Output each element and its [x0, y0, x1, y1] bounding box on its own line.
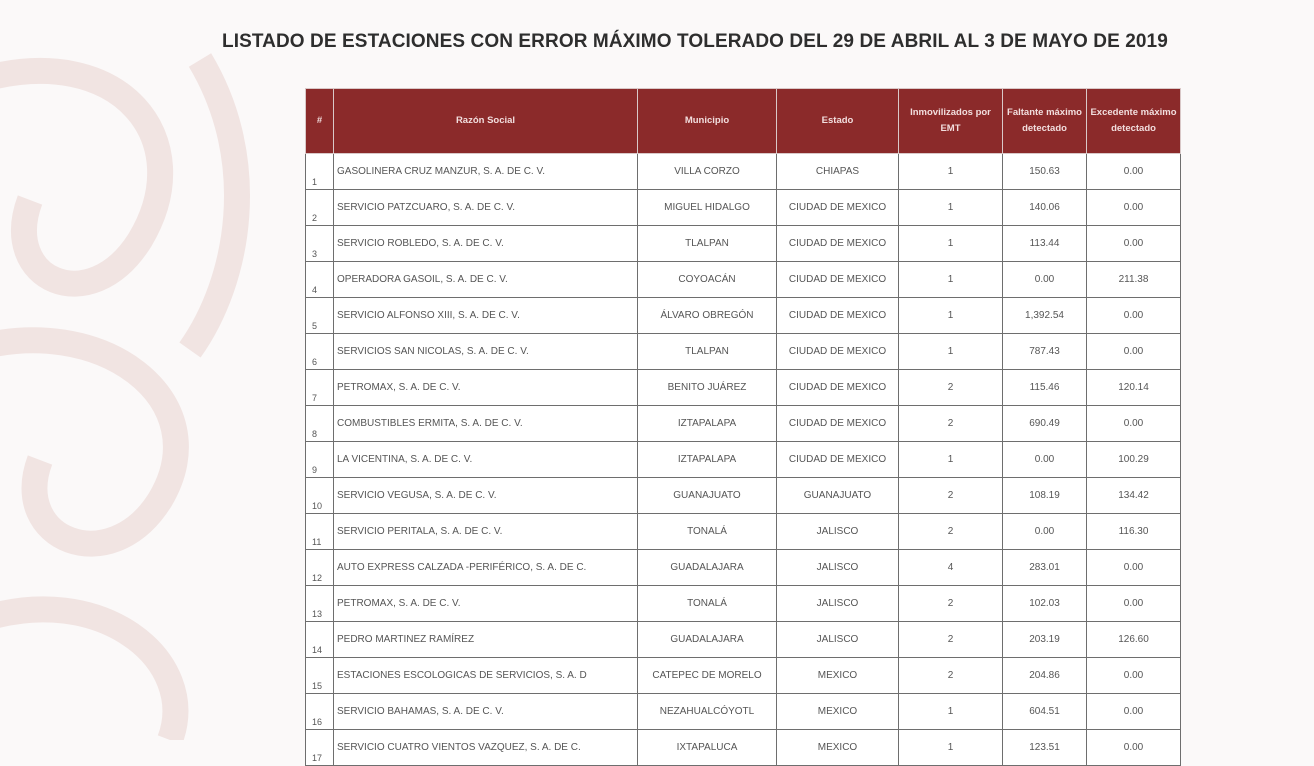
cell-row-number: 11: [306, 514, 334, 550]
cell-excedente: 0.00: [1087, 298, 1181, 334]
col-header-razon-social: Razón Social: [334, 89, 638, 154]
cell-inmovilizados: 1: [899, 226, 1003, 262]
col-header-estado: Estado: [777, 89, 899, 154]
cell-excedente: 0.00: [1087, 334, 1181, 370]
table-row: [306, 154, 1181, 190]
cell-faltante: 123.51: [1003, 730, 1087, 766]
cell-inmovilizados: 1: [899, 694, 1003, 730]
cell-row-number: 8: [306, 406, 334, 442]
cell-excedente: 0.00: [1087, 406, 1181, 442]
cell-faltante: 1,392.54: [1003, 298, 1087, 334]
cell-inmovilizados: 2: [899, 406, 1003, 442]
cell-estado: CIUDAD DE MEXICO: [777, 226, 899, 262]
cell-municipio: NEZAHUALCÓYOTL: [638, 694, 777, 730]
cell-municipio: IXTAPALUCA: [638, 730, 777, 766]
cell-faltante: 283.01: [1003, 550, 1087, 586]
table-row: [306, 262, 1181, 298]
cell-faltante: 690.49: [1003, 406, 1087, 442]
cell-inmovilizados: 2: [899, 514, 1003, 550]
cell-faltante: 787.43: [1003, 334, 1087, 370]
cell-razon-social: SERVICIO ROBLEDO, S. A. DE C. V.: [334, 226, 638, 262]
cell-razon-social: SERVICIO CUATRO VIENTOS VAZQUEZ, S. A. DE C.: [334, 730, 638, 766]
cell-inmovilizados: 1: [899, 190, 1003, 226]
col-header-municipio: Municipio: [638, 89, 777, 154]
cell-faltante: 204.86: [1003, 658, 1087, 694]
cell-faltante: 0.00: [1003, 262, 1087, 298]
cell-inmovilizados: 1: [899, 262, 1003, 298]
cell-razon-social: AUTO EXPRESS CALZADA -PERIFÉRICO, S. A. DE C.: [334, 550, 638, 586]
cell-row-number: 9: [306, 442, 334, 478]
cell-estado: MEXICO: [777, 694, 899, 730]
cell-inmovilizados: 2: [899, 370, 1003, 406]
cell-razon-social: SERVICIO BAHAMAS, S. A. DE C. V.: [334, 694, 638, 730]
cell-estado: CIUDAD DE MEXICO: [777, 298, 899, 334]
cell-faltante: 0.00: [1003, 442, 1087, 478]
cell-faltante: 115.46: [1003, 370, 1087, 406]
cell-municipio: IZTAPALAPA: [638, 406, 777, 442]
cell-row-number: 13: [306, 586, 334, 622]
cell-inmovilizados: 1: [899, 442, 1003, 478]
cell-row-number: 6: [306, 334, 334, 370]
cell-inmovilizados: 1: [899, 730, 1003, 766]
table-row: [306, 406, 1181, 442]
cell-municipio: MIGUEL HIDALGO: [638, 190, 777, 226]
cell-faltante: 113.44: [1003, 226, 1087, 262]
cell-excedente: 126.60: [1087, 622, 1181, 658]
cell-excedente: 134.42: [1087, 478, 1181, 514]
cell-inmovilizados: 2: [899, 586, 1003, 622]
cell-inmovilizados: 2: [899, 658, 1003, 694]
cell-razon-social: SERVICIO VEGUSA, S. A. DE C. V.: [334, 478, 638, 514]
cell-excedente: 0.00: [1087, 658, 1181, 694]
col-header-inmovilizados: Inmovilizados por EMT: [899, 89, 1003, 154]
cell-municipio: BENITO JUÁREZ: [638, 370, 777, 406]
cell-row-number: 7: [306, 370, 334, 406]
cell-municipio: CATEPEC DE MORELO: [638, 658, 777, 694]
cell-inmovilizados: 1: [899, 298, 1003, 334]
cell-excedente: 0.00: [1087, 154, 1181, 190]
cell-inmovilizados: 1: [899, 334, 1003, 370]
cell-faltante: 140.06: [1003, 190, 1087, 226]
cell-row-number: 5: [306, 298, 334, 334]
cell-row-number: 14: [306, 622, 334, 658]
table-row: [306, 190, 1181, 226]
decorative-background-pattern: [0, 20, 280, 740]
page-title: LISTADO DE ESTACIONES CON ERROR MÁXIMO TOLERADO DEL 29 DE ABRIL AL 3 DE MAYO DE 2019: [222, 31, 1168, 52]
table-row: [306, 442, 1181, 478]
cell-municipio: GUANAJUATO: [638, 478, 777, 514]
cell-razon-social: PEDRO MARTINEZ RAMÍREZ: [334, 622, 638, 658]
cell-municipio: GUADALAJARA: [638, 622, 777, 658]
cell-excedente: 0.00: [1087, 586, 1181, 622]
cell-razon-social: COMBUSTIBLES ERMITA, S. A. DE C. V.: [334, 406, 638, 442]
cell-municipio: TONALÁ: [638, 586, 777, 622]
cell-estado: JALISCO: [777, 514, 899, 550]
cell-estado: CIUDAD DE MEXICO: [777, 442, 899, 478]
cell-faltante: 203.19: [1003, 622, 1087, 658]
stations-table: [305, 88, 1181, 766]
table-row: [306, 370, 1181, 406]
cell-estado: CIUDAD DE MEXICO: [777, 406, 899, 442]
col-header-faltante: Faltante máximo detectado: [1003, 89, 1087, 154]
cell-estado: JALISCO: [777, 586, 899, 622]
cell-estado: JALISCO: [777, 622, 899, 658]
cell-razon-social: PETROMAX, S. A. DE C. V.: [334, 370, 638, 406]
cell-excedente: 0.00: [1087, 190, 1181, 226]
cell-estado: CIUDAD DE MEXICO: [777, 262, 899, 298]
cell-estado: GUANAJUATO: [777, 478, 899, 514]
cell-row-number: 1: [306, 154, 334, 190]
cell-municipio: ÁLVARO OBREGÓN: [638, 298, 777, 334]
table-header-row: [306, 89, 1181, 154]
cell-excedente: 211.38: [1087, 262, 1181, 298]
cell-municipio: GUADALAJARA: [638, 550, 777, 586]
cell-razon-social: SERVICIOS SAN NICOLAS, S. A. DE C. V.: [334, 334, 638, 370]
cell-inmovilizados: 2: [899, 622, 1003, 658]
cell-excedente: 0.00: [1087, 730, 1181, 766]
cell-faltante: 102.03: [1003, 586, 1087, 622]
table-row: [306, 298, 1181, 334]
table-row: [306, 478, 1181, 514]
cell-municipio: VILLA CORZO: [638, 154, 777, 190]
cell-inmovilizados: 2: [899, 478, 1003, 514]
cell-row-number: 12: [306, 550, 334, 586]
cell-razon-social: SERVICIO PATZCUARO, S. A. DE C. V.: [334, 190, 638, 226]
cell-municipio: COYOACÁN: [638, 262, 777, 298]
cell-faltante: 604.51: [1003, 694, 1087, 730]
table-row: [306, 658, 1181, 694]
cell-faltante: 0.00: [1003, 514, 1087, 550]
cell-excedente: 100.29: [1087, 442, 1181, 478]
cell-row-number: 15: [306, 658, 334, 694]
cell-faltante: 150.63: [1003, 154, 1087, 190]
cell-estado: CIUDAD DE MEXICO: [777, 334, 899, 370]
cell-inmovilizados: 4: [899, 550, 1003, 586]
cell-row-number: 16: [306, 694, 334, 730]
cell-excedente: 0.00: [1087, 226, 1181, 262]
table-row: [306, 514, 1181, 550]
cell-estado: CIUDAD DE MEXICO: [777, 370, 899, 406]
cell-razon-social: ESTACIONES ESCOLOGICAS DE SERVICIOS, S. A. D: [334, 658, 638, 694]
col-header-excedente: Excedente máximo detectado: [1087, 89, 1181, 154]
cell-excedente: 0.00: [1087, 694, 1181, 730]
cell-excedente: 0.00: [1087, 550, 1181, 586]
cell-faltante: 108.19: [1003, 478, 1087, 514]
col-header-number: #: [306, 89, 334, 154]
cell-excedente: 116.30: [1087, 514, 1181, 550]
table-row: [306, 730, 1181, 766]
cell-razon-social: LA VICENTINA, S. A. DE C. V.: [334, 442, 638, 478]
table-row: [306, 694, 1181, 730]
cell-estado: MEXICO: [777, 730, 899, 766]
table-row: [306, 226, 1181, 262]
cell-row-number: 4: [306, 262, 334, 298]
cell-razon-social: SERVICIO ALFONSO XIII, S. A. DE C. V.: [334, 298, 638, 334]
table-row: [306, 550, 1181, 586]
cell-municipio: IZTAPALAPA: [638, 442, 777, 478]
cell-row-number: 2: [306, 190, 334, 226]
table-row: [306, 586, 1181, 622]
table-row: [306, 334, 1181, 370]
cell-razon-social: GASOLINERA CRUZ MANZUR, S. A. DE C. V.: [334, 154, 638, 190]
cell-row-number: 3: [306, 226, 334, 262]
cell-razon-social: PETROMAX, S. A. DE C. V.: [334, 586, 638, 622]
table-row: [306, 622, 1181, 658]
cell-estado: MEXICO: [777, 658, 899, 694]
cell-municipio: TLALPAN: [638, 226, 777, 262]
cell-estado: JALISCO: [777, 550, 899, 586]
cell-row-number: 17: [306, 730, 334, 766]
cell-municipio: TONALÁ: [638, 514, 777, 550]
cell-inmovilizados: 1: [899, 154, 1003, 190]
cell-excedente: 120.14: [1087, 370, 1181, 406]
cell-razon-social: SERVICIO PERITALA, S. A. DE C. V.: [334, 514, 638, 550]
cell-estado: CIUDAD DE MEXICO: [777, 190, 899, 226]
cell-estado: CHIAPAS: [777, 154, 899, 190]
cell-municipio: TLALPAN: [638, 334, 777, 370]
cell-row-number: 10: [306, 478, 334, 514]
cell-razon-social: OPERADORA GASOIL, S. A. DE C. V.: [334, 262, 638, 298]
